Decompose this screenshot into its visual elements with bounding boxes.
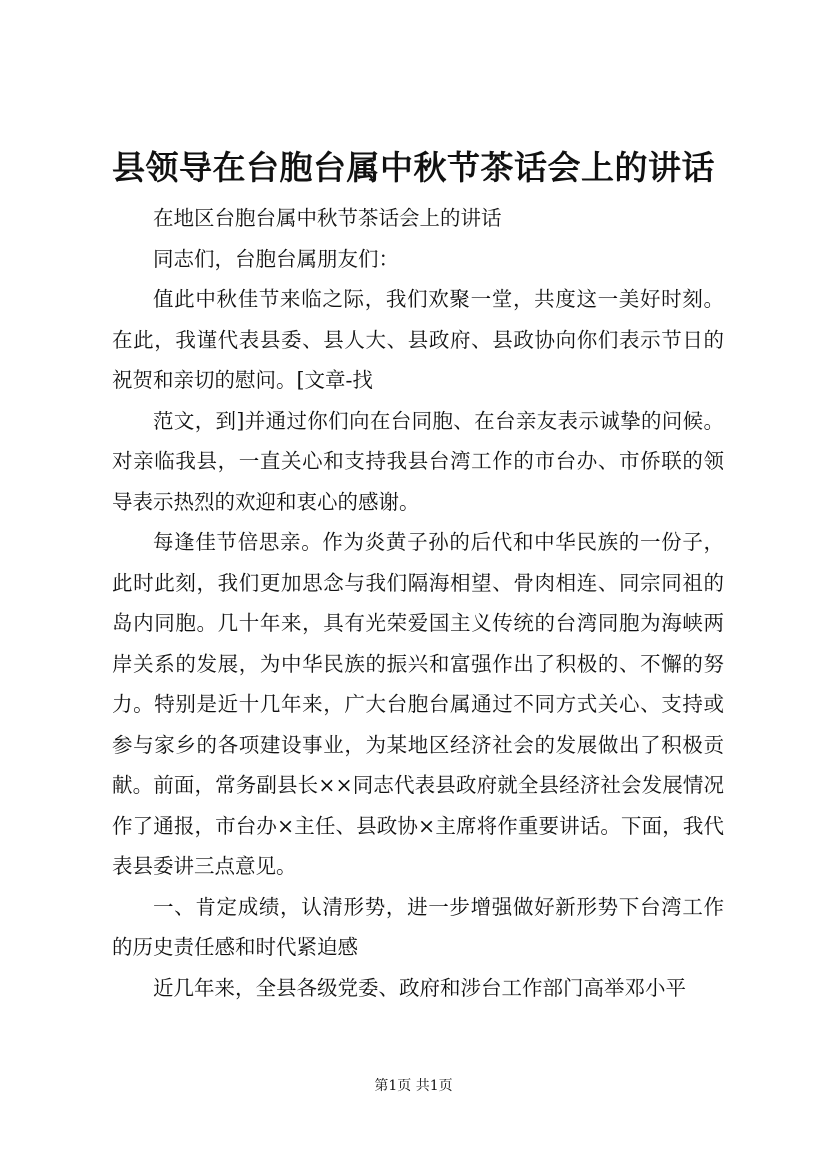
paragraph-reflection: 每逢佳节倍思亲。作为炎黄子孙的后代和中华民族的一份子，此时此刻，我们更加思念与我们隔海相望、骨肉相连、同宗同祖的岛内同胞。几十年来，具有光荣爱国主义传统的台湾同胞为海峡两岸关系的发展，为中华民族的振兴和富强作出了积极的、不懈的努力。特别是近十几年来，广大台胞台属通过不同方式关心、支持或参与家乡的各项建设事业，为某地区经济社会的发展做出了积极贡献。前面，常务副县长××同志代表县政府就全县经济社会发展情况作了通报，市台办×主任、县政协×主席将作重要讲话。下面，我代表县委讲三点意见。 — [112, 530, 724, 878]
paragraph-subtitle: 在地区台胞台属中秋节茶话会上的讲话 — [153, 206, 502, 230]
paragraph-greeting: 值此中秋佳节来临之际，我们欢聚一堂，共度这一美好时刻。在此，我谨代表县委、县人大、县政府、县政协向你们表示节日的祝贺和亲切的慰问。[文章-找 — [112, 287, 724, 392]
paragraph-salutation: 同志们，台胞台属朋友们： — [153, 246, 399, 271]
document-body — [112, 198, 724, 1008]
document-title: 县领导在台胞台属中秋节茶话会上的讲话 — [112, 148, 715, 187]
paragraph-section-heading: 一、肯定成绩，认清形势，进一步增强做好新形势下台湾工作的历史责任感和时代紧迫感 — [112, 894, 724, 959]
page-number: 第1页 共1页 — [374, 1078, 453, 1094]
paragraph-section-body: 近几年来，全县各级党委、政府和涉台工作部门高举邓小平 — [153, 975, 686, 1000]
paragraph-thanks: 范文，到]并通过你们向在台同胞、在台亲友表示诚挚的问候。对亲临我县，一直关心和支持我县台湾工作的市台办、市侨联的领导表示热烈的欢迎和衷心的感谢。 — [112, 408, 724, 514]
